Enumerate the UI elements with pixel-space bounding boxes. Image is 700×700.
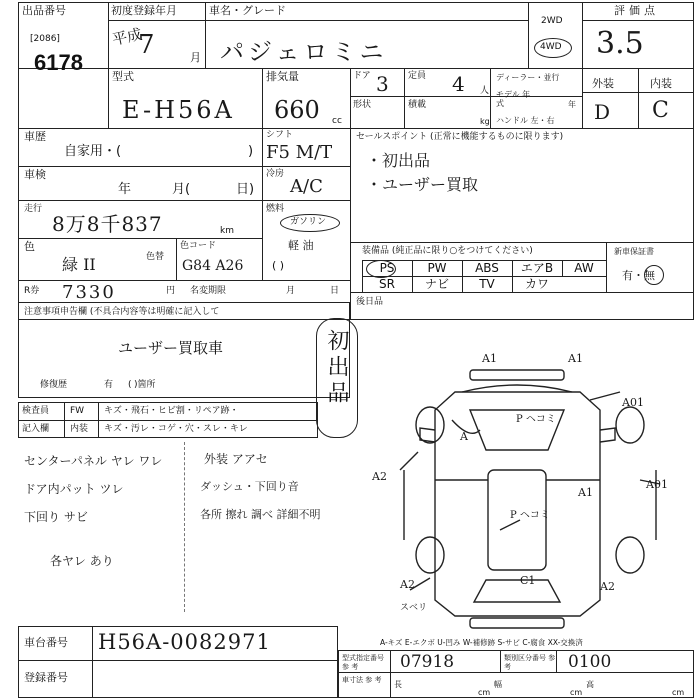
diagram-mark: A2 <box>600 580 615 593</box>
lot-label: 出品番号 <box>22 4 66 17</box>
repair-label: 修復歴 <box>40 380 68 390</box>
chassis-label: 車台番号 <box>24 636 68 649</box>
inspection-day: 日) <box>236 182 255 197</box>
shape-label: 形状 <box>353 100 372 110</box>
diagram-mark: スベリ <box>400 603 428 613</box>
notes-label: 注意事項申告欄 (不具合内容等は明確に記入して <box>24 307 220 317</box>
name-change-day: 日 <box>330 286 340 296</box>
fuel-diesel: 軽 油 <box>288 239 314 252</box>
history-value: 自家用・( <box>64 144 122 159</box>
front-bumper <box>470 370 564 380</box>
dims-length: 長 <box>394 680 402 689</box>
rear-window <box>474 580 560 602</box>
inspection-month: 月( <box>172 182 191 197</box>
fuel-paren: ( ) <box>272 259 285 272</box>
wheel-front-right <box>616 407 644 443</box>
damage-legend: A-キズ E-エクボ U-凹み W-補修跡 S-サビ C-腐食 XX-交換済 <box>380 638 583 647</box>
dims-label: 車寸法 参 考 <box>342 676 382 684</box>
diagram-mark: A01 <box>646 478 668 491</box>
model-year-unit: 年 <box>568 100 576 109</box>
equip-pw: PW <box>427 261 447 275</box>
damage-marker <box>400 452 418 470</box>
rule <box>556 650 557 672</box>
equip-leather: カワ <box>524 277 549 291</box>
inspection-year: 年 <box>118 182 132 197</box>
displacement-label: 排気量 <box>266 70 299 83</box>
interior-grade: C <box>652 98 669 123</box>
diagram-mark: P ヘコミ <box>516 414 556 425</box>
damage-marker <box>500 520 520 530</box>
diagram-mark: A2 <box>372 470 387 483</box>
fuel-label: 燃料 <box>266 204 285 214</box>
name-change-month: 月 <box>286 286 296 296</box>
drive-4wd: 4WD <box>540 42 562 52</box>
cc-unit: cc <box>332 116 342 126</box>
kg-unit: kg <box>480 117 490 126</box>
mileage-value: 8万8千837 <box>52 212 163 236</box>
diagram-mark: P ヘコミ <box>510 510 550 521</box>
dealer-label: ディーラー・並行 <box>496 73 560 82</box>
equip-airbag: エアB <box>520 261 554 275</box>
inspector-fw: FW <box>70 406 85 416</box>
doors-value: 3 <box>376 72 389 96</box>
dims-length-cm: cm <box>478 688 491 697</box>
recycle-label: R券 <box>24 286 40 296</box>
aircon-value: A/C <box>290 176 323 197</box>
repair-place: )箇所 <box>134 380 156 390</box>
hand-note-right-3: 各所 擦れ 調べ 詳細不明 <box>200 508 321 521</box>
km-unit: km <box>220 226 234 236</box>
seats-label: 定員 <box>408 71 427 81</box>
model-value: E-H56A <box>122 96 235 124</box>
seats-unit: 人 <box>480 86 490 96</box>
model-label: 型式 <box>112 70 134 83</box>
dims-height: 高 <box>586 680 594 689</box>
hand-note-left-1: センターパネル ヤレ ワレ <box>24 454 163 468</box>
hand-note-left-4: 各ヤレ あり <box>50 554 114 568</box>
model-year-label: モデル 年式 <box>496 90 531 108</box>
history-close: ) <box>248 144 254 159</box>
history-label: 車歴 <box>24 130 46 143</box>
lot-code: [2086] <box>30 34 60 44</box>
first-reg-label: 初度登録年月 <box>111 4 177 17</box>
first-reg-year: 7 <box>138 30 155 60</box>
hand-note-right-1: 外装 アアセ <box>204 452 268 466</box>
era-handwriting: 平成 <box>110 25 144 49</box>
diagram-mark: A01 <box>622 396 644 409</box>
rule <box>338 672 694 673</box>
dims-width: 幅 <box>494 680 502 689</box>
rule <box>18 660 338 661</box>
sales-point-line1: ・初出品 <box>366 151 431 170</box>
displacement-value: 660 <box>274 96 320 124</box>
category-value: 0100 <box>568 652 612 672</box>
recycle-value: 7330 <box>62 282 116 303</box>
score-value: 3.5 <box>596 26 644 61</box>
shift-value: F5 M/T <box>266 142 333 163</box>
wheel-rear-right <box>616 537 644 573</box>
month-unit: 月 <box>190 51 201 64</box>
rear-bumper <box>470 618 564 628</box>
dims-height-cm: cm <box>672 688 685 697</box>
handle-label: ハンドル 左・右 <box>496 116 555 125</box>
wheel-rear-left <box>416 537 444 573</box>
equip-tv: TV <box>479 277 495 291</box>
drive-2wd: 2WD <box>541 16 563 26</box>
inspector-label-2: 記入欄 <box>22 424 50 434</box>
equip-ps: PS <box>379 261 395 275</box>
diagram-mark: A1 <box>568 352 583 365</box>
inspection-label: 車検 <box>24 168 46 181</box>
equip-navi: ナビ <box>424 277 449 291</box>
dims-width-cm: cm <box>570 688 583 697</box>
sales-point-label: セールスポイント (正常に機能するものに限ります) <box>356 132 564 142</box>
equip-abs: ABS <box>475 261 499 275</box>
exterior-grade: D <box>594 100 611 124</box>
car-name-label: 車名・グレード <box>209 4 286 17</box>
damage-marker <box>590 392 620 400</box>
equip-aw: AW <box>574 261 594 275</box>
diagram-mark: A <box>460 430 468 443</box>
recycle-yen: 円 <box>166 286 176 296</box>
hand-note-left-3: 下回り サビ <box>24 510 88 524</box>
registration-label: 登録番号 <box>24 671 68 684</box>
car-name: パジェロミニ <box>220 38 388 66</box>
repair-paren: ( <box>128 380 132 390</box>
mirror-right <box>600 428 615 442</box>
color-value: 緑 II <box>62 255 96 274</box>
warranty-label: 新車保証書 <box>614 247 654 256</box>
interior-label: 内装 <box>650 77 672 90</box>
shift-label: シフト <box>266 130 294 140</box>
sales-point-line2: ・ユーザー買取 <box>366 175 479 194</box>
model-spec-value: 07918 <box>400 652 455 672</box>
doors-label: ドア <box>353 71 371 81</box>
rule <box>390 650 391 698</box>
inspector-interior-items: キズ・汚レ・コゲ・穴・スレ・キレ <box>104 424 248 434</box>
wheel-front-left <box>416 407 444 443</box>
body-outline <box>435 392 600 616</box>
category-label: 類別区分番号 参 考 <box>504 654 556 671</box>
diagram-mark: A1 <box>578 486 593 499</box>
mileage-label: 走行 <box>24 204 43 214</box>
hand-note-left-2: ドア内パット ツレ <box>24 482 124 496</box>
color-label: 色 <box>24 240 35 253</box>
repair-value: 有 <box>104 380 114 390</box>
color-tone-label: 色替 <box>146 252 165 262</box>
notes-value: ユーザー買取車 <box>118 339 224 357</box>
hood-line <box>462 385 572 392</box>
rule <box>92 626 93 698</box>
inspector-interior: 内装 <box>70 424 89 434</box>
inspector-label-1: 検査員 <box>22 406 50 416</box>
chassis-value: H56A-0082971 <box>98 630 271 654</box>
diagram-mark: C1 <box>520 574 536 587</box>
rear-seat-label: 後日品 <box>356 297 384 307</box>
seats-value: 4 <box>452 72 465 96</box>
hand-note-right-2: ダッシュ・下回り音 <box>200 480 299 493</box>
diagram-mark: A2 <box>400 578 415 591</box>
model-spec-label: 型式指定番号 参 考 <box>342 654 384 671</box>
color-code-value: G84 A26 <box>182 258 244 274</box>
equip-sr: SR <box>379 277 395 291</box>
rule <box>500 650 501 672</box>
equipment-label: 装備品 (純正品に限り○をつけてください) <box>362 246 533 256</box>
score-label: 評価点 <box>614 4 659 17</box>
stamp-text: 初出品 <box>324 329 349 407</box>
aircon-label: 冷房 <box>266 169 285 179</box>
name-change-label: 名変期限 <box>190 286 227 296</box>
color-code-label: 色コード <box>180 241 217 251</box>
diagram-mark: A1 <box>482 352 497 365</box>
fuel-gasoline: ガソリン <box>290 217 327 227</box>
lot-number: 6178 <box>34 50 83 75</box>
warranty-value: 有・無 <box>622 269 655 282</box>
inspector-fw-items: キズ・飛石・ヒビ割・リペア跡・ <box>104 406 239 416</box>
load-label: 積載 <box>408 100 427 110</box>
exterior-label: 外装 <box>592 77 614 90</box>
